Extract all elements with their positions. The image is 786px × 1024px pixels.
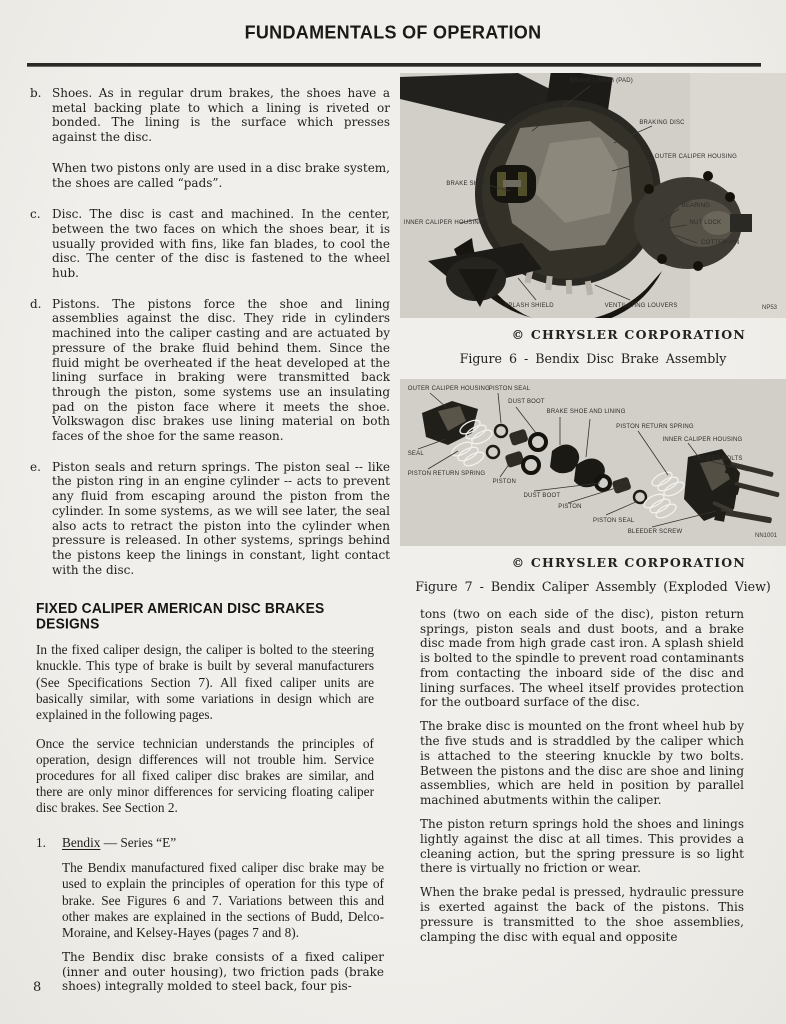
- figure-part-label: NUT LOCK: [689, 220, 722, 226]
- list-marker: e.: [30, 459, 41, 474]
- list-item-b: [30, 86, 390, 145]
- figure-part-label: COTTER PIN: [701, 239, 740, 246]
- figure7-credit: © CHRYSLER CORPORATION: [511, 555, 746, 570]
- figure6-caption: Figure 6 - Bendix Disc Brake Assembly: [459, 351, 727, 366]
- list-item-text: Piston seals and return springs. The piston seal -- like the piston ring in an engine cylinder -- acts to prevent any fluid from escaping around the piston from the cylinder. In some systems, as we will see later, the seal also acts to retract the piston into the cylinder when pressure is released. In other systems, springs behind the pistons keep the linings in constant, light contact with the disc.: [52, 459, 390, 577]
- item-heading: [62, 835, 384, 851]
- left-column: [30, 86, 390, 1003]
- figure6-photo: [400, 73, 786, 318]
- list-marker: c.: [30, 207, 41, 222]
- figure6-credit: © CHRYSLER CORPORATION: [511, 327, 746, 342]
- body-paragraph: tons (two on each side of the disc), piston return springs, piston seals and dust boots, and a brake disc made from high grade cast iron. A splash shield is bolted to the spindle to prevent road contaminants from contacting the inboard side of the disc and lining surfaces. The wheel itself provides protection for the outboard surface of the disc.: [420, 607, 744, 710]
- figure-part-label: SEAL: [407, 450, 424, 457]
- body-paragraph: The piston return springs hold the shoes and linings lightly against the disc at all times. This provides a cleaning action, but the spring pressure is so light there is virtually no friction or wear.: [420, 817, 744, 876]
- disc-brake-assembly-illustration: [400, 73, 786, 318]
- body-paragraph: The Bendix disc brake consists of a fixed caliper (inner and outer housing), two friction pads (brake shoes) integrally molded to steel back, four pis-: [62, 949, 384, 994]
- figure-part-label: PISTON: [492, 479, 517, 486]
- list-item-text: Shoes. As in regular drum brakes, the shoes have a metal backing plate to which a lining is riveted or bonded. The lining is the surface which presses against the disc.: [52, 86, 390, 145]
- figure-part-label: INNER CALIPER HOUSING: [403, 220, 484, 226]
- figure7-caption: Figure 7 - Bendix Caliper Assembly (Exploded View): [415, 579, 771, 594]
- figure-part-label: PISTON RETURN SPRING: [407, 470, 486, 477]
- list-item-text: Disc. The disc is cast and machined. In the center, between the two faces on which the shoes bear, it is usually provided with fins, like fan blades, to cool the disc. The center of the disc is fastened to the wheel hub.: [52, 207, 390, 281]
- list-item-text: When two pistons only are used in a disc brake system, the shoes are called “pads”.: [52, 160, 390, 190]
- figure-part-label: SPLASH SHIELD: [504, 303, 554, 310]
- figure-part-label: BRAKE SHOE AND LINING: [546, 409, 626, 416]
- list-item-continuation: [30, 161, 390, 190]
- figure-part-label: OUTER CALIPER HOUSING: [407, 385, 490, 392]
- figure-part-label: BRAKE SHOE: [446, 180, 488, 187]
- list-item-text: Pistons. The pistons force the shoe and lining assemblies against the disc. They ride in cylinders machined into the caliper casting and are actuated by pressure of the brake fluid behind them. Since the fluid might be overheated if the heat developed at the lining surface in braking were transmitted back through the piston, some systems use an insulating pad on the piston face where it meets the shoe. Volkswagon disc brakes use lining material on both faces of the shoe for the same reason.: [52, 296, 390, 444]
- figure-part-label: DUST BOOT: [523, 492, 561, 499]
- figure-part-label: VENTILATING LOUVERS: [604, 303, 678, 310]
- figure-part-label: PISTON SEAL: [593, 517, 635, 524]
- item-number: 1.: [36, 835, 46, 851]
- list-item-d: [30, 297, 390, 444]
- body-paragraph: Once the service technician understands the principles of operation, design differences will not trouble him. Service procedures for all fixed caliper disc brakes are similar, and there are only minor differences for servicing floating caliper disc brakes. See Section 2.: [36, 735, 374, 816]
- figure-part-label: DUST BOOT: [508, 399, 545, 406]
- header-rule: [27, 63, 761, 66]
- photo-id: NN1001: [754, 533, 777, 539]
- figure-part-label: INNER CALIPER HOUSING: [662, 437, 743, 444]
- list-marker: d.: [30, 296, 42, 311]
- photo-id: NP53: [761, 305, 777, 311]
- page-title: FUNDAMENTALS OF OPERATION: [244, 21, 542, 43]
- figure-part-label: OUTER CALIPER HOUSING: [654, 153, 737, 160]
- list-marker: b.: [30, 86, 42, 100]
- figure-part-label: BRAKE LINING (PAD): [569, 77, 633, 84]
- numbered-item-body: [62, 835, 384, 1003]
- figure-part-label: PISTON: [558, 504, 582, 511]
- figure-part-label: PISTON SEAL: [488, 385, 531, 392]
- body-paragraph: The brake disc is mounted on the front wheel hub by the five studs and is straddled by the caliper which is attached to the steering knuckle by two bolts. Between the pistons and the disc are shoe and lining assemblies, which are held in position by parallel machined abutments within the caliper.: [420, 719, 744, 807]
- figure-part-label: BRAKING DISC: [639, 119, 685, 126]
- item-heading-underlined: Bendix: [62, 835, 101, 851]
- figure-part-label: BEARING: [681, 202, 711, 209]
- list-marker: [30, 161, 52, 190]
- body-paragraph: The Bendix manufactured fixed caliper disc brake may be used to explain the principles of operation for this type of brake. See Figures 6 and 7. Variations between this and other makes are explained in the sections of Budd, Delco-Moraine, and Kelsey-Hayes (pages 7 and 8).: [62, 860, 384, 940]
- item-heading-rest: — Series “E”: [100, 835, 177, 851]
- body-paragraph: In the fixed caliper design, the caliper is bolted to the steering knuckle. This type of brake is built by several manufacturers (See Specifications Section 7). All fixed caliper units are basically similar, with some variations in design which are explained in the following pages.: [36, 642, 374, 722]
- list-item-e: [30, 460, 390, 578]
- figure-part-label: BLEEDER SCREW: [627, 529, 683, 536]
- body-paragraph: When the brake pedal is pressed, hydraulic pressure is exerted against the back of the pistons. This pressure is transmitted to the shoe assemblies, clamping the disc with equal and opposite: [420, 885, 744, 944]
- right-column: [400, 73, 786, 954]
- page-number: 8: [33, 980, 42, 995]
- figure-part-label: CALIPER BOLTS: [693, 455, 743, 462]
- section-heading: FIXED CALIPER AMERICAN DISC BRAKES DESIGNS: [36, 600, 325, 633]
- right-column-text: [400, 607, 786, 944]
- list-item-c: [30, 207, 390, 281]
- figure7-photo: [400, 379, 786, 546]
- figure-part-label: PISTON RETURN SPRING: [616, 424, 694, 431]
- numbered-item-bendix: [36, 835, 384, 1003]
